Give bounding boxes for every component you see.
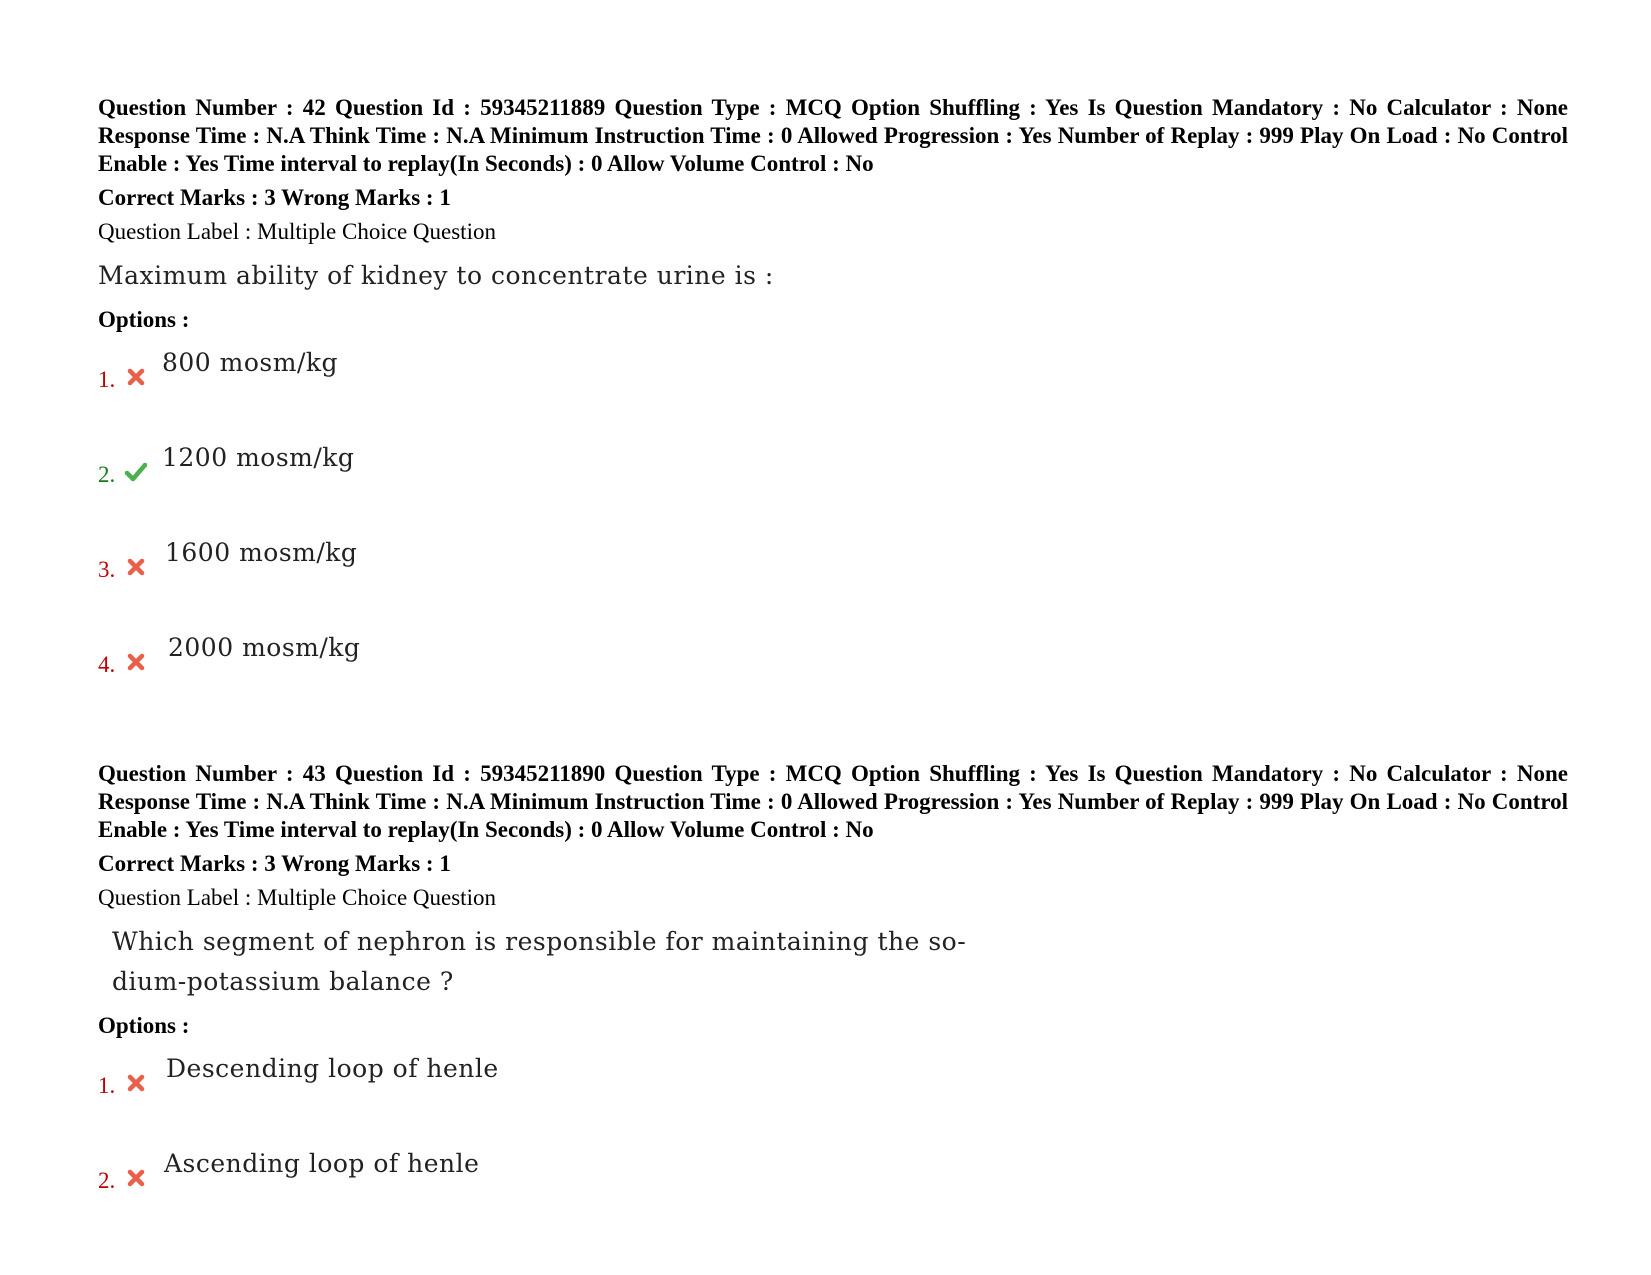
question-block-42 bbox=[98, 94, 1568, 726]
question-block-43 bbox=[98, 760, 1568, 1242]
option-item bbox=[98, 441, 1568, 536]
option-text: 1600 mosm/kg bbox=[165, 538, 358, 567]
correct-icon bbox=[124, 459, 148, 485]
option-number: 4. bbox=[98, 652, 116, 677]
question-label: Question Label : Multiple Choice Question bbox=[98, 219, 496, 244]
question-meta: Question Number : 43 Question Id : 59345211890 Question Type : MCQ Option Shuffling : Yes Is Question Mandatory : No Calculator : None Response Time : N.A Think Time : N.A Minimum Instruction Time : 0 Allowed Progression : Yes Number of Replay : 999 Play On Load : No Control Enable : Yes Time interval to replay(In Seconds) : 0 Allow Volume Control : No bbox=[98, 761, 1568, 842]
option-number: 3. bbox=[98, 557, 116, 582]
options-title: Options : bbox=[98, 307, 190, 332]
question-text-line: Which segment of nephron is responsible for maintaining the so- bbox=[112, 927, 967, 956]
options-title: Options : bbox=[98, 1013, 190, 1038]
option-item bbox=[98, 1052, 1568, 1147]
option-text: 2000 mosm/kg bbox=[168, 633, 361, 662]
option-number: 2. bbox=[98, 462, 116, 487]
option-item bbox=[98, 1147, 1568, 1242]
option-item bbox=[98, 346, 1568, 441]
option-item bbox=[98, 536, 1568, 631]
question-marks: Correct Marks : 3 Wrong Marks : 1 bbox=[98, 185, 451, 210]
wrong-icon bbox=[124, 649, 148, 675]
options-list bbox=[98, 346, 1568, 726]
question-text-line: dium-potassium balance ? bbox=[112, 967, 454, 996]
options-list bbox=[98, 1052, 1568, 1242]
option-text: Ascending loop of henle bbox=[164, 1149, 480, 1178]
option-number: 1. bbox=[98, 367, 116, 392]
question-text bbox=[112, 922, 1568, 1002]
question-marks: Correct Marks : 3 Wrong Marks : 1 bbox=[98, 851, 451, 876]
option-item bbox=[98, 631, 1568, 726]
wrong-icon bbox=[124, 1165, 148, 1191]
question-label: Question Label : Multiple Choice Question bbox=[98, 885, 496, 910]
wrong-icon bbox=[124, 554, 148, 580]
wrong-icon bbox=[124, 1070, 148, 1096]
option-text: 1200 mosm/kg bbox=[162, 443, 355, 472]
wrong-icon bbox=[124, 364, 148, 390]
option-number: 2. bbox=[98, 1168, 116, 1193]
question-meta: Question Number : 42 Question Id : 59345211889 Question Type : MCQ Option Shuffling : Yes Is Question Mandatory : No Calculator : None Response Time : N.A Think Time : N.A Minimum Instruction Time : 0 Allowed Progression : Yes Number of Replay : 999 Play On Load : No Control Enable : Yes Time interval to replay(In Seconds) : 0 Allow Volume Control : No bbox=[98, 95, 1568, 176]
option-text: Descending loop of henle bbox=[166, 1054, 499, 1083]
option-number: 1. bbox=[98, 1073, 116, 1098]
question-text: Maximum ability of kidney to concentrate urine is : bbox=[98, 261, 774, 290]
option-text: 800 mosm/kg bbox=[162, 348, 339, 377]
